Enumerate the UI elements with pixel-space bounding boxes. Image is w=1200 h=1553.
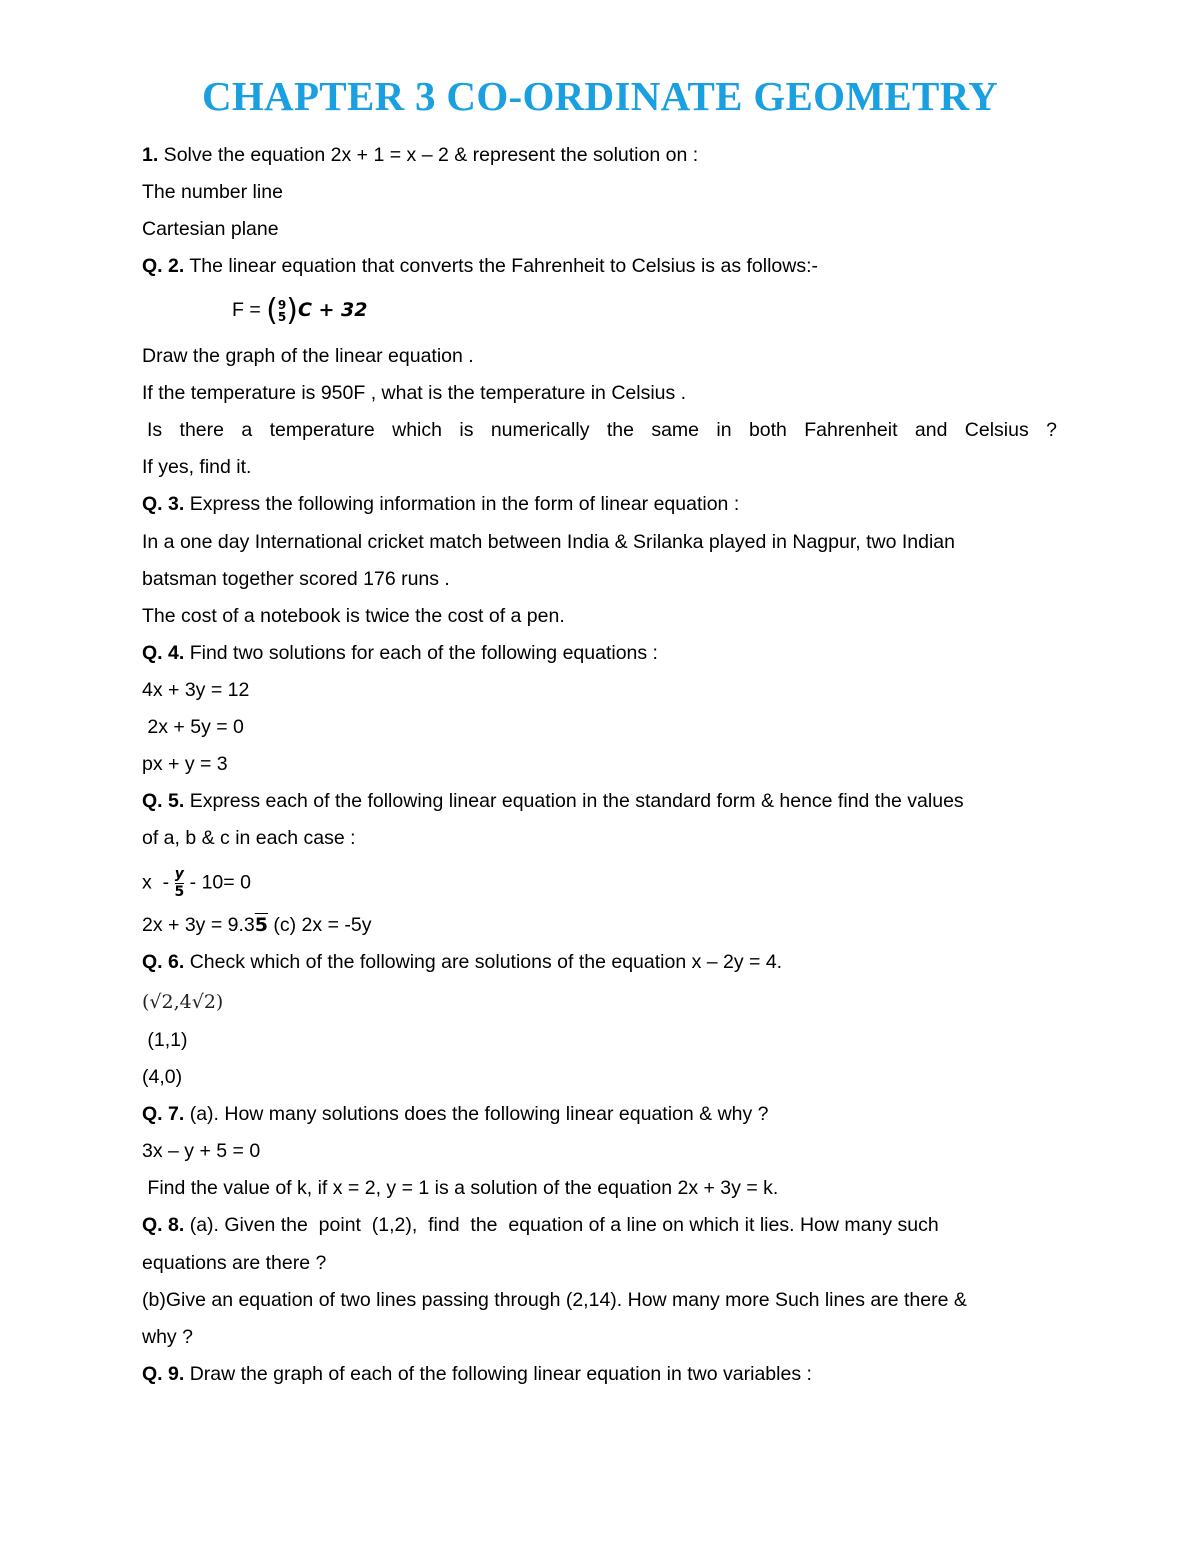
question-5 [142, 789, 964, 813]
expr-post: - 10= 0 [184, 871, 251, 894]
question-number: Q. 8. [142, 1214, 185, 1236]
word: Celsius [964, 419, 1029, 441]
recurring-digit: 5 [254, 914, 268, 936]
q2-part-a: Draw the graph of the linear equation . [142, 345, 474, 367]
q2-part-b: If the temperature is 950F , what is the temperature in Celsius . [142, 382, 687, 404]
question-4 [142, 641, 658, 665]
question-1 [142, 143, 698, 167]
q1-part-a: The number line [142, 181, 283, 203]
question-text: Find two solutions for each of the following equations : [184, 642, 658, 664]
question-text: Express each of the following linear equation in the standard form & hence find the values [184, 790, 964, 812]
word: and [914, 419, 948, 441]
word: numerically [490, 419, 590, 441]
q1-part-b: Cartesian plane [142, 218, 279, 240]
formula-lhs: F = [232, 299, 261, 321]
fahrenheit-formula [232, 292, 368, 328]
question-number: Q. 9. [142, 1363, 185, 1385]
question-number: Q. 6. [142, 951, 185, 973]
q3-part-b: The cost of a notebook is twice the cost of a pen. [142, 605, 565, 627]
q8-continuation: equations are there ? [142, 1252, 327, 1274]
question-2 [142, 254, 818, 278]
fraction-denominator: 5 [277, 309, 287, 324]
question-3 [142, 492, 739, 516]
question-number: Q. 4. [142, 642, 185, 664]
formula-paren-open: ( [266, 292, 278, 328]
page-title: CHAPTER 3 CO-ORDINATE GEOMETRY [201, 73, 999, 119]
q2-part-d: If yes, find it. [142, 456, 252, 478]
question-text: (a). How many solutions does the following linear equation & why ? [184, 1103, 769, 1125]
q4-part-b: 2x + 5y = 0 [142, 716, 244, 738]
expr-pre: x - [142, 871, 175, 894]
formula-paren-close: ) [286, 292, 298, 328]
question-number: Q. 7. [142, 1103, 185, 1125]
q7-part-b: Find the value of k, if x = 2, y = 1 is a solution of the equation 2x + 3y = k. [142, 1177, 779, 1199]
question-6 [142, 950, 782, 974]
question-number: Q. 5. [142, 790, 185, 812]
q2-part-c [147, 418, 1057, 442]
question-9 [142, 1362, 812, 1386]
question-text: (a). Given the point (1,2), find the equation of a line on which it lies. How many such [184, 1214, 939, 1236]
question-text: Draw the graph of each of the following linear equation in two variables : [184, 1363, 812, 1385]
q5-part-a [142, 866, 251, 901]
word: the [606, 419, 634, 441]
q4-part-a: 4x + 3y = 12 [142, 679, 250, 701]
question-text: Check which of the following are solutions of the equation x – 2y = 4. [184, 951, 783, 973]
question-number: Q. 2. [142, 255, 185, 277]
word: Is [147, 419, 163, 441]
q3-part-a-line1: In a one day International cricket match between India & Srilanka played in Nagpur, two Indian [142, 531, 955, 553]
formula-fraction [278, 299, 286, 323]
q8-part-b: (b)Give an equation of two lines passing through (2,14). How many more Such lines are there & [142, 1289, 967, 1311]
q6-part-c: (4,0) [142, 1066, 183, 1088]
fraction-denominator: 5 [174, 884, 185, 900]
expr-fraction [175, 866, 185, 901]
fraction-numerator: 9 [277, 297, 287, 312]
question-number: 1. [142, 144, 159, 166]
word: both [748, 419, 787, 441]
question-text: Express the following information in the form of linear equation : [184, 493, 740, 515]
word: a [241, 419, 253, 441]
word: is [459, 419, 474, 441]
question-number: Q. 3. [142, 493, 185, 515]
q6-part-b: (1,1) [142, 1029, 188, 1051]
formula-rhs: C + 32 [297, 299, 368, 321]
expr-pre: 2x + 3y = 9.3 [142, 914, 255, 936]
word: there [179, 419, 224, 441]
question-text: The linear equation that converts the Fahrenheit to Celsius is as follows:- [184, 255, 819, 277]
question-7 [142, 1102, 769, 1126]
q5-part-b [142, 913, 371, 937]
q5-continuation: of a, b & c in each case : [142, 827, 356, 849]
q3-part-a-line2: batsman together scored 176 runs . [142, 568, 450, 590]
q8-part-b-continuation: why ? [142, 1326, 193, 1348]
word: same [651, 419, 699, 441]
expr-post: (c) 2x = -5y [267, 914, 372, 936]
word: Fahrenheit [804, 419, 898, 441]
q4-part-c: px + y = 3 [142, 753, 228, 775]
q7-part-a: 3x – y + 5 = 0 [142, 1140, 261, 1162]
word: ? [1046, 419, 1057, 441]
word: which [392, 419, 442, 441]
q6-part-a: (√2,4√2) [142, 991, 224, 1013]
question-8 [142, 1213, 939, 1237]
fraction-numerator: y [174, 866, 184, 882]
word: temperature [269, 419, 375, 441]
word: in [716, 419, 732, 441]
question-text: Solve the equation 2x + 1 = x – 2 & represent the solution on : [158, 144, 699, 166]
